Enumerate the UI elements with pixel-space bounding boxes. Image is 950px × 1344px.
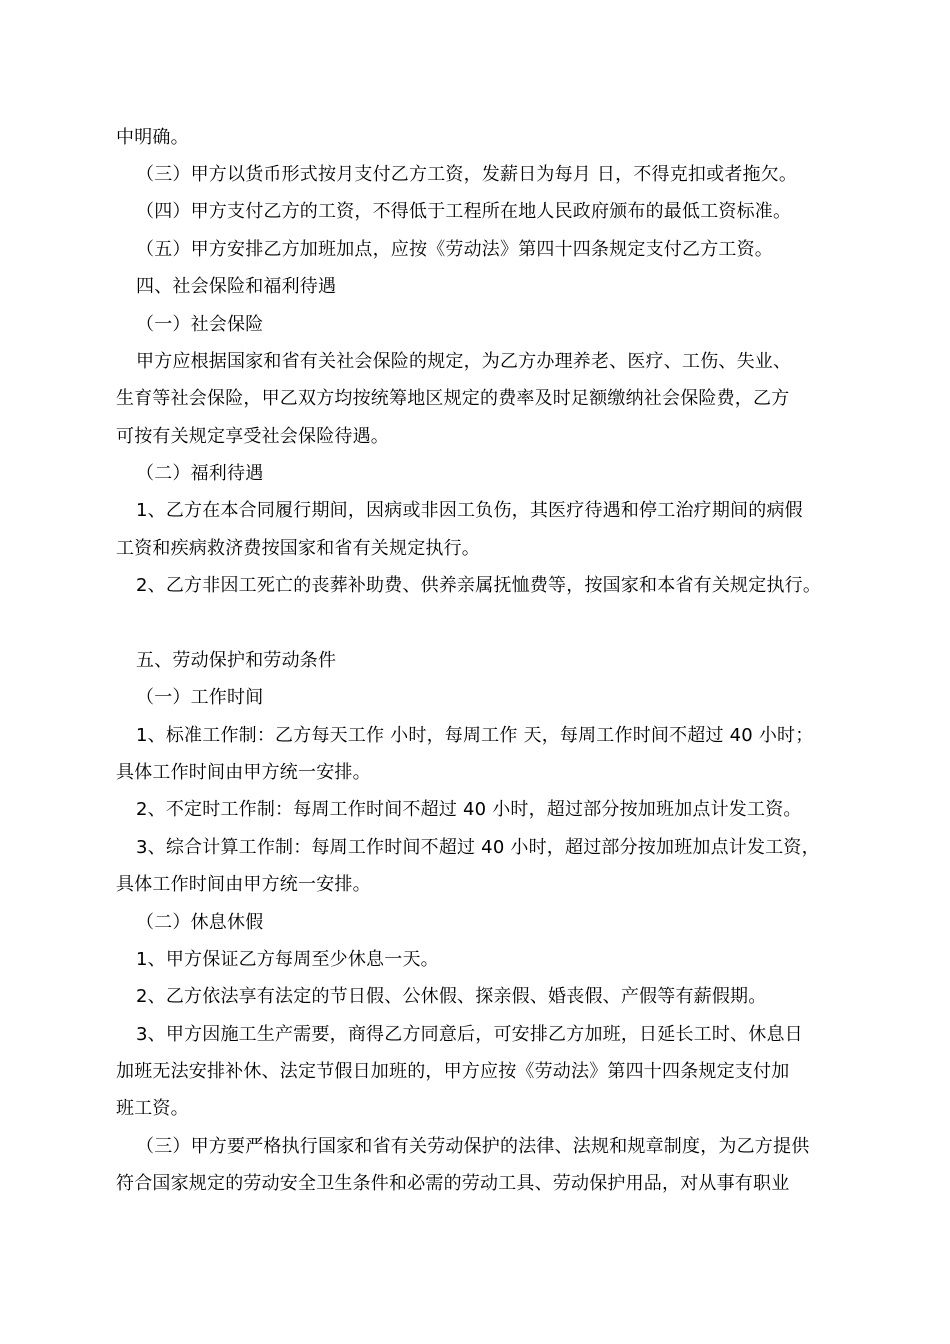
subsection-heading: （一）社会保险 [136,314,264,335]
text-line: 具体工作时间由甲方统一安排。 [116,762,371,783]
text-line: （四）甲方支付乙方的工资，不得低于工程所在地人民政府颁布的最低工资标准。 [136,201,792,222]
text-line: （五）甲方安排乙方加班加点，应按《劳动法》第四十四条规定支付乙方工资。 [136,239,773,260]
text-line: 2、乙方依法享有法定的节日假、公休假、探亲假、婚丧假、产假等有薪假期。 [136,986,767,1007]
text-line: 1、标准工作制：乙方每天工作 小时，每周工作 天，每周工作时间不超过 40 小时； [136,725,814,746]
text-line: 可按有关规定享受社会保险待遇。 [116,426,389,447]
text-line: （三）甲方以货币形式按月支付乙方工资，发薪日为每月 日，不得克扣或者拖欠。 [136,164,798,185]
text-line: 中明确。 [116,127,189,148]
text-line: （三）甲方要严格执行国家和省有关劳动保护的法律、法规和规章制度，为乙方提供 [136,1136,810,1157]
text-line: 1、甲方保证乙方每周至少休息一天。 [136,949,439,970]
text-line: 3、甲方因施工生产需要，商得乙方同意后，可安排乙方加班，日延长工时、休息日 [136,1024,803,1045]
text-line: 班工资。 [116,1098,189,1119]
text-line: 生育等社会保险，甲乙双方均按统筹地区规定的费率及时足额缴纳社会保险费，乙方 [116,388,790,409]
section-heading: 五、劳动保护和劳动条件 [136,650,337,671]
subsection-heading: （二）福利待遇 [136,463,264,484]
section-heading: 四、社会保险和福利待遇 [136,276,337,297]
text-line: 加班无法安排补休、法定节假日加班的，甲方应按《劳动法》第四十四条规定支付加 [116,1061,790,1082]
subsection-heading: （一）工作时间 [136,687,264,708]
text-line: 2、乙方非因工死亡的丧葬补助费、供养亲属抚恤费等，按国家和本省有关规定执行。 [136,575,822,596]
subsection-heading: （二）休息休假 [136,912,264,933]
text-line: 2、不定时工作制：每周工作时间不超过 40 小时，超过部分按加班加点计发工资。 [136,799,802,820]
text-line: 工资和疾病救济费按国家和省有关规定执行。 [116,538,480,559]
text-line: 1、乙方在本合同履行期间，因病或非因工负伤，其医疗待遇和停工治疗期间的病假 [136,500,803,521]
text-line: 甲方应根据国家和省有关社会保险的规定，为乙方办理养老、医疗、工伤、失业、 [136,351,792,372]
text-line: 3、综合计算工作制：每周工作时间不超过 40 小时，超过部分按加班加点计发工资， [136,837,820,858]
text-line: 符合国家规定的劳动安全卫生条件和必需的劳动工具、劳动保护用品，对从事有职业 [116,1173,790,1194]
text-line: 具体工作时间由甲方统一安排。 [116,874,371,895]
